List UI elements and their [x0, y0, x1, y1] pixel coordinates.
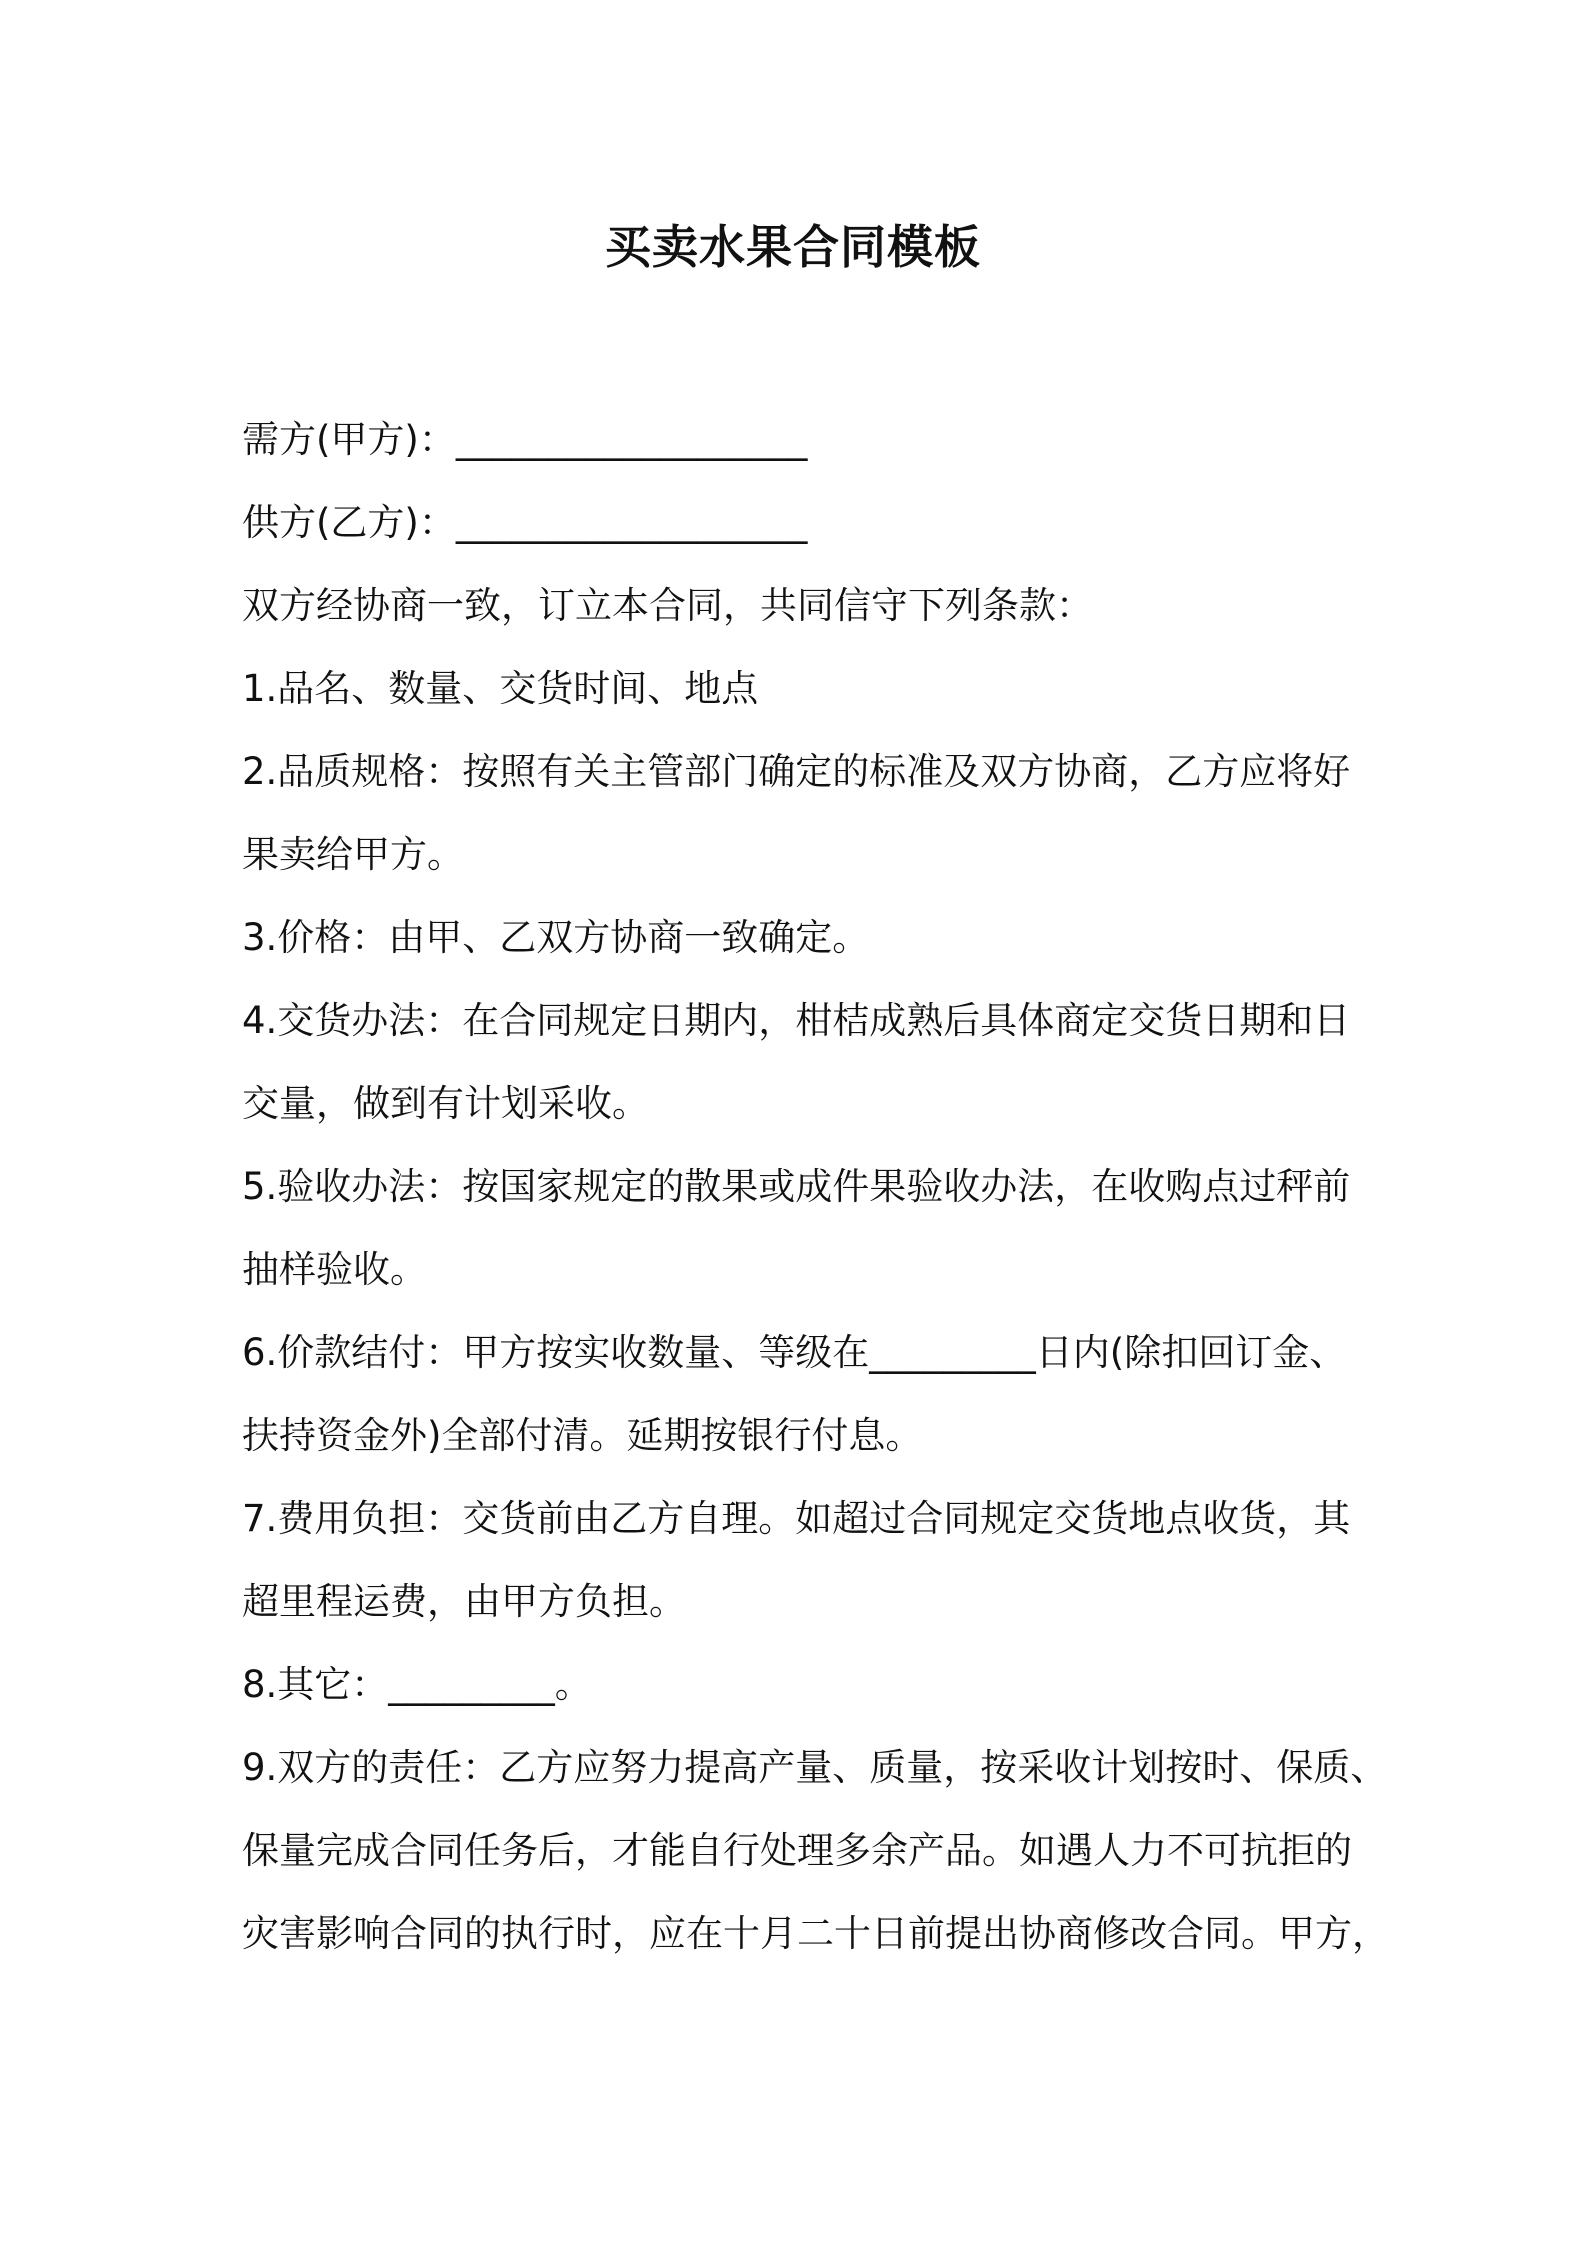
party-a-line: 需方(甲方)：___________________: [242, 418, 808, 461]
clause-4-line-1: 4.交货办法：在合同规定日期内，柑桔成熟后具体商定交货日期和日: [242, 999, 1351, 1042]
clause-5-line-2: 抽样验收。: [242, 1248, 427, 1291]
clause-9-line-1: 9.双方的责任：乙方应努力提高产量、质量，按采收计划按时、保质、: [242, 1746, 1388, 1789]
clause-7-line-2: 超里程运费，由甲方负担。: [242, 1580, 686, 1623]
clause-6-line-1: 6.价款结付：甲方按实收数量、等级在_________日内(除扣回订金、: [242, 1331, 1347, 1374]
agreement-intro: 双方经协商一致，订立本合同，共同信守下列条款：: [242, 584, 1093, 627]
clause-7-line-1: 7.费用负担：交货前由乙方自理。如超过合同规定交货地点收货，其: [242, 1497, 1351, 1540]
clause-3: 3.价格：由甲、乙双方协商一致确定。: [242, 916, 870, 959]
document-title: 买卖水果合同模板: [605, 220, 981, 274]
clause-8: 8.其它：_________。: [242, 1663, 592, 1706]
clause-9-line-2: 保量完成合同任务后，才能自行处理多余产品。如遇人力不可抗拒的: [242, 1829, 1352, 1872]
party-b-line: 供方(乙方)：___________________: [242, 501, 808, 544]
clause-6-line-2: 扶持资金外)全部付清。延期按银行付息。: [242, 1414, 923, 1457]
clause-1: 1.品名、数量、交货时间、地点: [242, 667, 759, 710]
clause-5-line-1: 5.验收办法：按国家规定的散果或成件果验收办法，在收购点过秤前: [242, 1165, 1351, 1208]
document-body: [242, 398, 1389, 1975]
clause-2-line-2: 果卖给甲方。: [242, 833, 464, 876]
clause-9-line-3: 灾害影响合同的执行时，应在十月二十日前提出协商修改合同。甲方，: [242, 1912, 1389, 1955]
clause-4-line-2: 交量，做到有计划采收。: [242, 1082, 649, 1125]
clause-2-line-1: 2.品质规格：按照有关主管部门确定的标准及双方协商，乙方应将好: [242, 750, 1351, 793]
